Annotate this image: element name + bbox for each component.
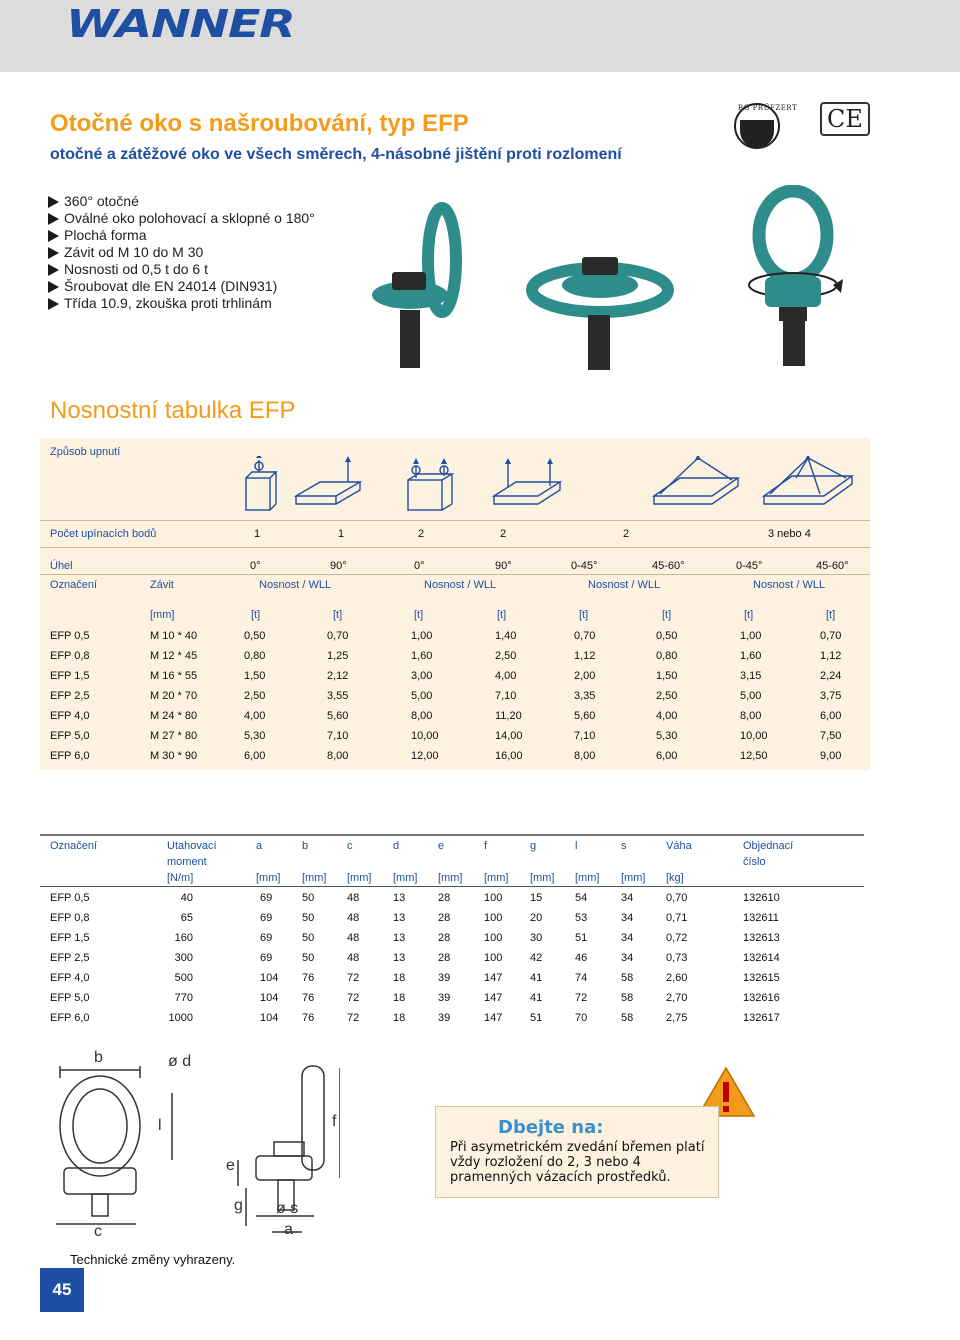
load-row-designation: EFP 5,0 <box>50 730 90 742</box>
load-row-designation: EFP 2,5 <box>50 690 90 702</box>
load-row-wll-value: 5,60 <box>327 710 349 722</box>
spec-col-header: Objednací <box>743 840 794 852</box>
spec-row-value: 0,71 <box>666 912 688 924</box>
spec-row-value: 500 <box>174 972 193 984</box>
angle-value: 0-45° <box>571 560 598 572</box>
angle-value: 0-45° <box>736 560 763 572</box>
load-row-wll-value: 8,00 <box>574 750 596 762</box>
spec-row-designation: EFP 4,0 <box>50 972 90 984</box>
load-row-wll-value: 0,50 <box>656 630 678 642</box>
load-row-wll-value: 1,00 <box>740 630 762 642</box>
spec-row-value: 40 <box>180 892 193 904</box>
row-separator <box>40 547 870 548</box>
spec-row-value: 13 <box>393 952 406 964</box>
feature-item: Plochá forma <box>48 227 315 244</box>
load-row-wll-value: 8,00 <box>327 750 349 762</box>
spec-row-value: 48 <box>347 892 360 904</box>
spec-row-value: 20 <box>530 912 543 924</box>
unit-t: [t] <box>662 609 672 621</box>
dim-e-label: e <box>226 1157 235 1174</box>
load-row-wll-value: 0,80 <box>244 650 266 662</box>
product-photo-upright <box>360 190 480 380</box>
load-row-wll-value: 11,20 <box>495 710 522 722</box>
spec-row-designation: EFP 0,8 <box>50 912 90 924</box>
load-row-wll-value: 3,75 <box>820 690 842 702</box>
bullet-arrow-icon <box>48 230 59 242</box>
page-title: Otočné oko s našroubování, typ EFP <box>50 110 469 137</box>
spec-row-designation: EFP 1,5 <box>50 932 90 944</box>
notice-title: Dbejte na: <box>498 1117 604 1138</box>
load-row-wll-value: 1,25 <box>327 650 349 662</box>
load-row-wll-value: 7,10 <box>574 730 596 742</box>
load-row-wll-value: 6,00 <box>656 750 678 762</box>
spec-row-value: 132610 <box>743 892 780 904</box>
spec-row-value: 147 <box>484 1012 503 1024</box>
dim-l-label: l <box>158 1117 162 1134</box>
spec-row-value: 48 <box>347 932 360 944</box>
load-row-wll-value: 2,00 <box>574 670 596 682</box>
spec-row-value: 72 <box>347 992 360 1004</box>
spec-row-value: 41 <box>530 972 543 984</box>
load-row-wll-value: 7,10 <box>327 730 349 742</box>
col-designation: Označení <box>50 579 98 591</box>
method-label: Způsob upnutí <box>50 446 121 458</box>
load-row-wll-value: 3,55 <box>327 690 349 702</box>
load-row-wll-value: 6,00 <box>820 710 842 722</box>
unit-t: [t] <box>826 609 836 621</box>
feature-item: 360° otočné <box>48 193 315 210</box>
load-row-thread: M 10 * 40 <box>150 630 198 642</box>
spec-row-value: 104 <box>260 972 279 984</box>
unit-t: [t] <box>579 609 589 621</box>
load-row-thread: M 16 * 55 <box>150 670 198 682</box>
spec-row-value: 132617 <box>743 1012 780 1024</box>
spec-unit: [mm] <box>302 872 327 884</box>
feature-item: Oválné oko polohovací a sklopné o 180° <box>48 210 315 227</box>
spec-row-value: 72 <box>347 972 360 984</box>
notice-text: Při asymetrickém zvedání břemen platí vždy rozložení do 2, 3 nebo 4 pramenných vázacích prostředků. <box>450 1140 705 1185</box>
spec-row-value: 54 <box>575 892 588 904</box>
spec-row-value: 42 <box>530 952 543 964</box>
product-photo-folded <box>520 245 680 380</box>
ce-mark-icon: CE <box>820 102 870 136</box>
spec-row-value: 300 <box>174 952 193 964</box>
load-row-wll-value: 1,60 <box>740 650 762 662</box>
row-separator <box>40 574 870 575</box>
points-value: 1 <box>254 528 261 540</box>
load-row-wll-value: 16,00 <box>495 750 523 762</box>
spec-row-value: 100 <box>484 952 503 964</box>
spec-row-value: 2,70 <box>666 992 688 1004</box>
dim-g-label: g <box>234 1197 243 1214</box>
angle-value: 45-60° <box>652 560 685 572</box>
load-row-wll-value: 2,12 <box>327 670 349 682</box>
spec-row-value: 0,70 <box>666 892 688 904</box>
load-row-wll-value: 2,24 <box>820 670 842 682</box>
feature-item: Závit od M 10 do M 30 <box>48 244 315 261</box>
load-row-thread: M 24 * 80 <box>150 710 198 722</box>
spec-row-value: 39 <box>438 992 451 1004</box>
angle-value: 90° <box>330 560 347 572</box>
spec-row-value: 65 <box>180 912 193 924</box>
dim-b-label: b <box>94 1049 103 1066</box>
spec-unit: [mm] <box>347 872 372 884</box>
spec-row-value: 770 <box>174 992 193 1004</box>
spec-row-value: 28 <box>438 912 451 924</box>
load-row-wll-value: 0,50 <box>244 630 266 642</box>
load-row-wll-value: 1,50 <box>244 670 266 682</box>
load-row-wll-value: 0,70 <box>574 630 596 642</box>
load-row-wll-value: 5,60 <box>574 710 596 722</box>
spec-row-value: 53 <box>575 912 588 924</box>
load-row-wll-value: 1,40 <box>495 630 517 642</box>
spec-row-value: 58 <box>621 992 634 1004</box>
load-row-wll-value: 2,50 <box>244 690 266 702</box>
unit-t: [t] <box>333 609 343 621</box>
angle-label: Úhel <box>50 560 73 572</box>
page-subtitle: otočné a zátěžové oko ve všech směrech, 4-násobné jištění proti rozlomení <box>50 146 622 163</box>
spec-row-value: 46 <box>575 952 588 964</box>
dim-c-label: c <box>94 1223 102 1238</box>
spec-row-value: 104 <box>260 992 279 1004</box>
col-thread: Závit <box>150 579 174 591</box>
load-row-wll-value: 5,00 <box>740 690 762 702</box>
spec-col-header: Váha <box>666 840 692 852</box>
load-row-designation: EFP 0,5 <box>50 630 90 642</box>
spec-table-top-rule <box>40 834 864 836</box>
spec-row-value: 15 <box>530 892 543 904</box>
spec-row-value: 30 <box>530 932 543 944</box>
spec-row-value: 48 <box>347 952 360 964</box>
points-value: 1 <box>338 528 345 540</box>
spec-row-designation: EFP 2,5 <box>50 952 90 964</box>
load-row-wll-value: 4,00 <box>656 710 678 722</box>
spec-unit: [mm] <box>621 872 646 884</box>
spec-unit: [mm] <box>530 872 555 884</box>
spec-table-header-rule <box>40 886 864 887</box>
load-row-thread: M 12 * 45 <box>150 650 198 662</box>
load-row-wll-value: 4,00 <box>495 670 517 682</box>
load-row-wll-value: 14,00 <box>495 730 523 742</box>
spec-row-value: 100 <box>484 912 503 924</box>
load-row-wll-value: 8,00 <box>411 710 433 722</box>
load-row-wll-value: 9,00 <box>820 750 842 762</box>
product-photo-rotating <box>725 185 865 375</box>
load-row-wll-value: 1,50 <box>656 670 678 682</box>
load-row-wll-value: 2,50 <box>495 650 517 662</box>
spec-row-value: 58 <box>621 972 634 984</box>
spec-unit: [N/m] <box>167 872 194 884</box>
spec-row-value: 160 <box>174 932 193 944</box>
spec-unit: [mm] <box>393 872 418 884</box>
spec-row-value: 18 <box>393 1012 406 1024</box>
spec-row-value: 34 <box>621 932 634 944</box>
spec-row-value: 74 <box>575 972 588 984</box>
spec-unit: [mm] <box>484 872 509 884</box>
spec-row-value: 132614 <box>743 952 780 964</box>
wanner-logo: WANNER <box>66 2 295 46</box>
spec-row-value: 69 <box>260 892 273 904</box>
bullet-arrow-icon <box>48 213 59 225</box>
load-row-wll-value: 1,12 <box>574 650 596 662</box>
spec-unit: [mm] <box>575 872 600 884</box>
spec-row-value: 72 <box>347 1012 360 1024</box>
spec-row-designation: EFP 0,5 <box>50 892 90 904</box>
load-row-wll-value: 7,50 <box>820 730 842 742</box>
spec-col-header-line2: číslo <box>743 856 766 868</box>
points-label: Počet upínacích bodů <box>50 528 157 540</box>
load-table-title: Nosnostní tabulka EFP <box>50 397 296 424</box>
load-row-wll-value: 12,50 <box>740 750 768 762</box>
spec-row-value: 13 <box>393 912 406 924</box>
spec-unit: [kg] <box>666 872 684 884</box>
spec-row-value: 69 <box>260 932 273 944</box>
col-wll: Nosnost / WLL <box>588 579 661 591</box>
spec-row-value: 69 <box>260 952 273 964</box>
dim-f-label: f <box>332 1113 337 1130</box>
load-row-wll-value: 8,00 <box>740 710 762 722</box>
load-row-thread: M 27 * 80 <box>150 730 198 742</box>
spec-row-value: 28 <box>438 892 451 904</box>
spec-row-value: 34 <box>621 952 634 964</box>
spec-row-value: 58 <box>621 1012 634 1024</box>
load-row-wll-value: 3,00 <box>411 670 433 682</box>
spec-unit: [mm] <box>256 872 281 884</box>
load-row-designation: EFP 4,0 <box>50 710 90 722</box>
feature-list <box>48 193 315 312</box>
load-row-wll-value: 1,12 <box>820 650 842 662</box>
angle-value: 45-60° <box>816 560 849 572</box>
spec-row-value: 34 <box>621 912 634 924</box>
spec-row-value: 76 <box>302 972 315 984</box>
feature-item: Třída 10.9, zkouška proti trhlinám <box>48 295 315 312</box>
spec-col-header: Utahovací <box>167 840 217 852</box>
load-row-wll-value: 2,50 <box>656 690 678 702</box>
spec-row-value: 50 <box>302 952 315 964</box>
spec-col-header: e <box>438 840 445 852</box>
load-row-thread: M 30 * 90 <box>150 750 198 762</box>
spec-row-value: 39 <box>438 972 451 984</box>
bullet-arrow-icon <box>48 247 59 259</box>
unit-t: [t] <box>251 609 261 621</box>
bullet-arrow-icon <box>48 264 59 276</box>
load-row-wll-value: 6,00 <box>244 750 266 762</box>
spec-row-value: 50 <box>302 892 315 904</box>
spec-row-value: 28 <box>438 952 451 964</box>
load-row-wll-value: 5,00 <box>411 690 433 702</box>
angle-value: 0° <box>250 560 261 572</box>
load-row-thread: M 20 * 70 <box>150 690 198 702</box>
spec-row-value: 48 <box>347 912 360 924</box>
page-number: 45 <box>40 1268 84 1312</box>
spec-row-designation: EFP 5,0 <box>50 992 90 1004</box>
load-row-wll-value: 1,60 <box>411 650 433 662</box>
spec-row-value: 104 <box>260 1012 279 1024</box>
spec-row-value: 132615 <box>743 972 780 984</box>
col-wll: Nosnost / WLL <box>424 579 497 591</box>
load-row-wll-value: 0,70 <box>327 630 349 642</box>
spec-col-header-line2: moment <box>167 856 207 868</box>
spec-row-value: 2,60 <box>666 972 688 984</box>
spec-row-value: 50 <box>302 912 315 924</box>
bullet-arrow-icon <box>48 281 59 293</box>
points-value: 2 <box>500 528 507 540</box>
footer-note: Technické změny vyhrazeny. <box>70 1252 236 1267</box>
load-row-designation: EFP 6,0 <box>50 750 90 762</box>
unit-t: [t] <box>414 609 424 621</box>
load-row-wll-value: 12,00 <box>411 750 439 762</box>
spec-row-value: 34 <box>621 892 634 904</box>
feature-item: Nosnosti od 0,5 t do 6 t <box>48 261 315 278</box>
points-value: 2 <box>418 528 425 540</box>
spec-col-header: Označení <box>50 840 98 852</box>
spec-col-header: g <box>530 840 537 852</box>
load-row-wll-value: 3,35 <box>574 690 596 702</box>
spec-row-value: 51 <box>530 1012 543 1024</box>
spec-row-value: 13 <box>393 892 406 904</box>
spec-row-value: 28 <box>438 932 451 944</box>
points-value: 3 nebo 4 <box>768 528 811 540</box>
spec-row-value: 69 <box>260 912 273 924</box>
spec-col-header: b <box>302 840 309 852</box>
spec-row-value: 76 <box>302 1012 315 1024</box>
spec-col-header: f <box>484 840 488 852</box>
load-row-wll-value: 10,00 <box>411 730 439 742</box>
spec-row-value: 13 <box>393 932 406 944</box>
dim-a-label: a <box>284 1221 293 1238</box>
load-row-wll-value: 4,00 <box>244 710 266 722</box>
unit-thread: [mm] <box>150 609 175 621</box>
load-row-wll-value: 7,10 <box>495 690 517 702</box>
unit-t: [t] <box>497 609 507 621</box>
spec-row-value: 132611 <box>743 912 779 924</box>
spec-row-value: 132613 <box>743 932 780 944</box>
load-row-designation: EFP 1,5 <box>50 670 90 682</box>
spec-row-value: 2,75 <box>666 1012 688 1024</box>
spec-row-designation: EFP 6,0 <box>50 1012 90 1024</box>
spec-unit: [mm] <box>438 872 463 884</box>
col-wll: Nosnost / WLL <box>259 579 332 591</box>
sling-method-diagrams <box>240 456 860 518</box>
dim-d-label: ø d <box>168 1053 192 1070</box>
bg-certification-text: BG PRÜFZERT <box>738 104 798 112</box>
row-separator <box>40 520 870 521</box>
spec-row-value: 70 <box>575 1012 588 1024</box>
angle-value: 0° <box>414 560 425 572</box>
spec-row-value: 39 <box>438 1012 451 1024</box>
spec-row-value: 18 <box>393 992 406 1004</box>
spec-row-value: 147 <box>484 992 503 1004</box>
spec-row-value: 0,73 <box>666 952 688 964</box>
bullet-arrow-icon <box>48 196 59 208</box>
spec-row-value: 147 <box>484 972 503 984</box>
load-row-designation: EFP 0,8 <box>50 650 90 662</box>
spec-col-header: l <box>575 840 578 852</box>
spec-row-value: 72 <box>575 992 588 1004</box>
spec-row-value: 18 <box>393 972 406 984</box>
bullet-arrow-icon <box>48 298 59 310</box>
load-row-wll-value: 1,00 <box>411 630 433 642</box>
technical-drawing <box>40 1048 340 1238</box>
dim-s-label: ø s <box>276 1200 299 1217</box>
load-row-wll-value: 3,15 <box>740 670 762 682</box>
load-row-wll-value: 0,80 <box>656 650 678 662</box>
spec-col-header: s <box>621 840 627 852</box>
spec-row-value: 51 <box>575 932 588 944</box>
spec-col-header: a <box>256 840 263 852</box>
spec-row-value: 50 <box>302 932 315 944</box>
spec-col-header: d <box>393 840 400 852</box>
spec-row-value: 100 <box>484 892 503 904</box>
spec-col-header: c <box>347 840 353 852</box>
load-row-wll-value: 5,30 <box>656 730 678 742</box>
spec-row-value: 41 <box>530 992 543 1004</box>
spec-row-value: 100 <box>484 932 503 944</box>
load-row-wll-value: 0,70 <box>820 630 842 642</box>
spec-row-value: 132616 <box>743 992 780 1004</box>
feature-item: Šroubovat dle EN 24014 (DIN931) <box>48 278 315 295</box>
load-row-wll-value: 5,30 <box>244 730 266 742</box>
load-row-wll-value: 10,00 <box>740 730 768 742</box>
angle-value: 90° <box>495 560 512 572</box>
spec-row-value: 0,72 <box>666 932 688 944</box>
points-value: 2 <box>623 528 630 540</box>
spec-row-value: 76 <box>302 992 315 1004</box>
unit-t: [t] <box>744 609 754 621</box>
col-wll: Nosnost / WLL <box>753 579 826 591</box>
spec-row-value: 1000 <box>168 1012 193 1024</box>
